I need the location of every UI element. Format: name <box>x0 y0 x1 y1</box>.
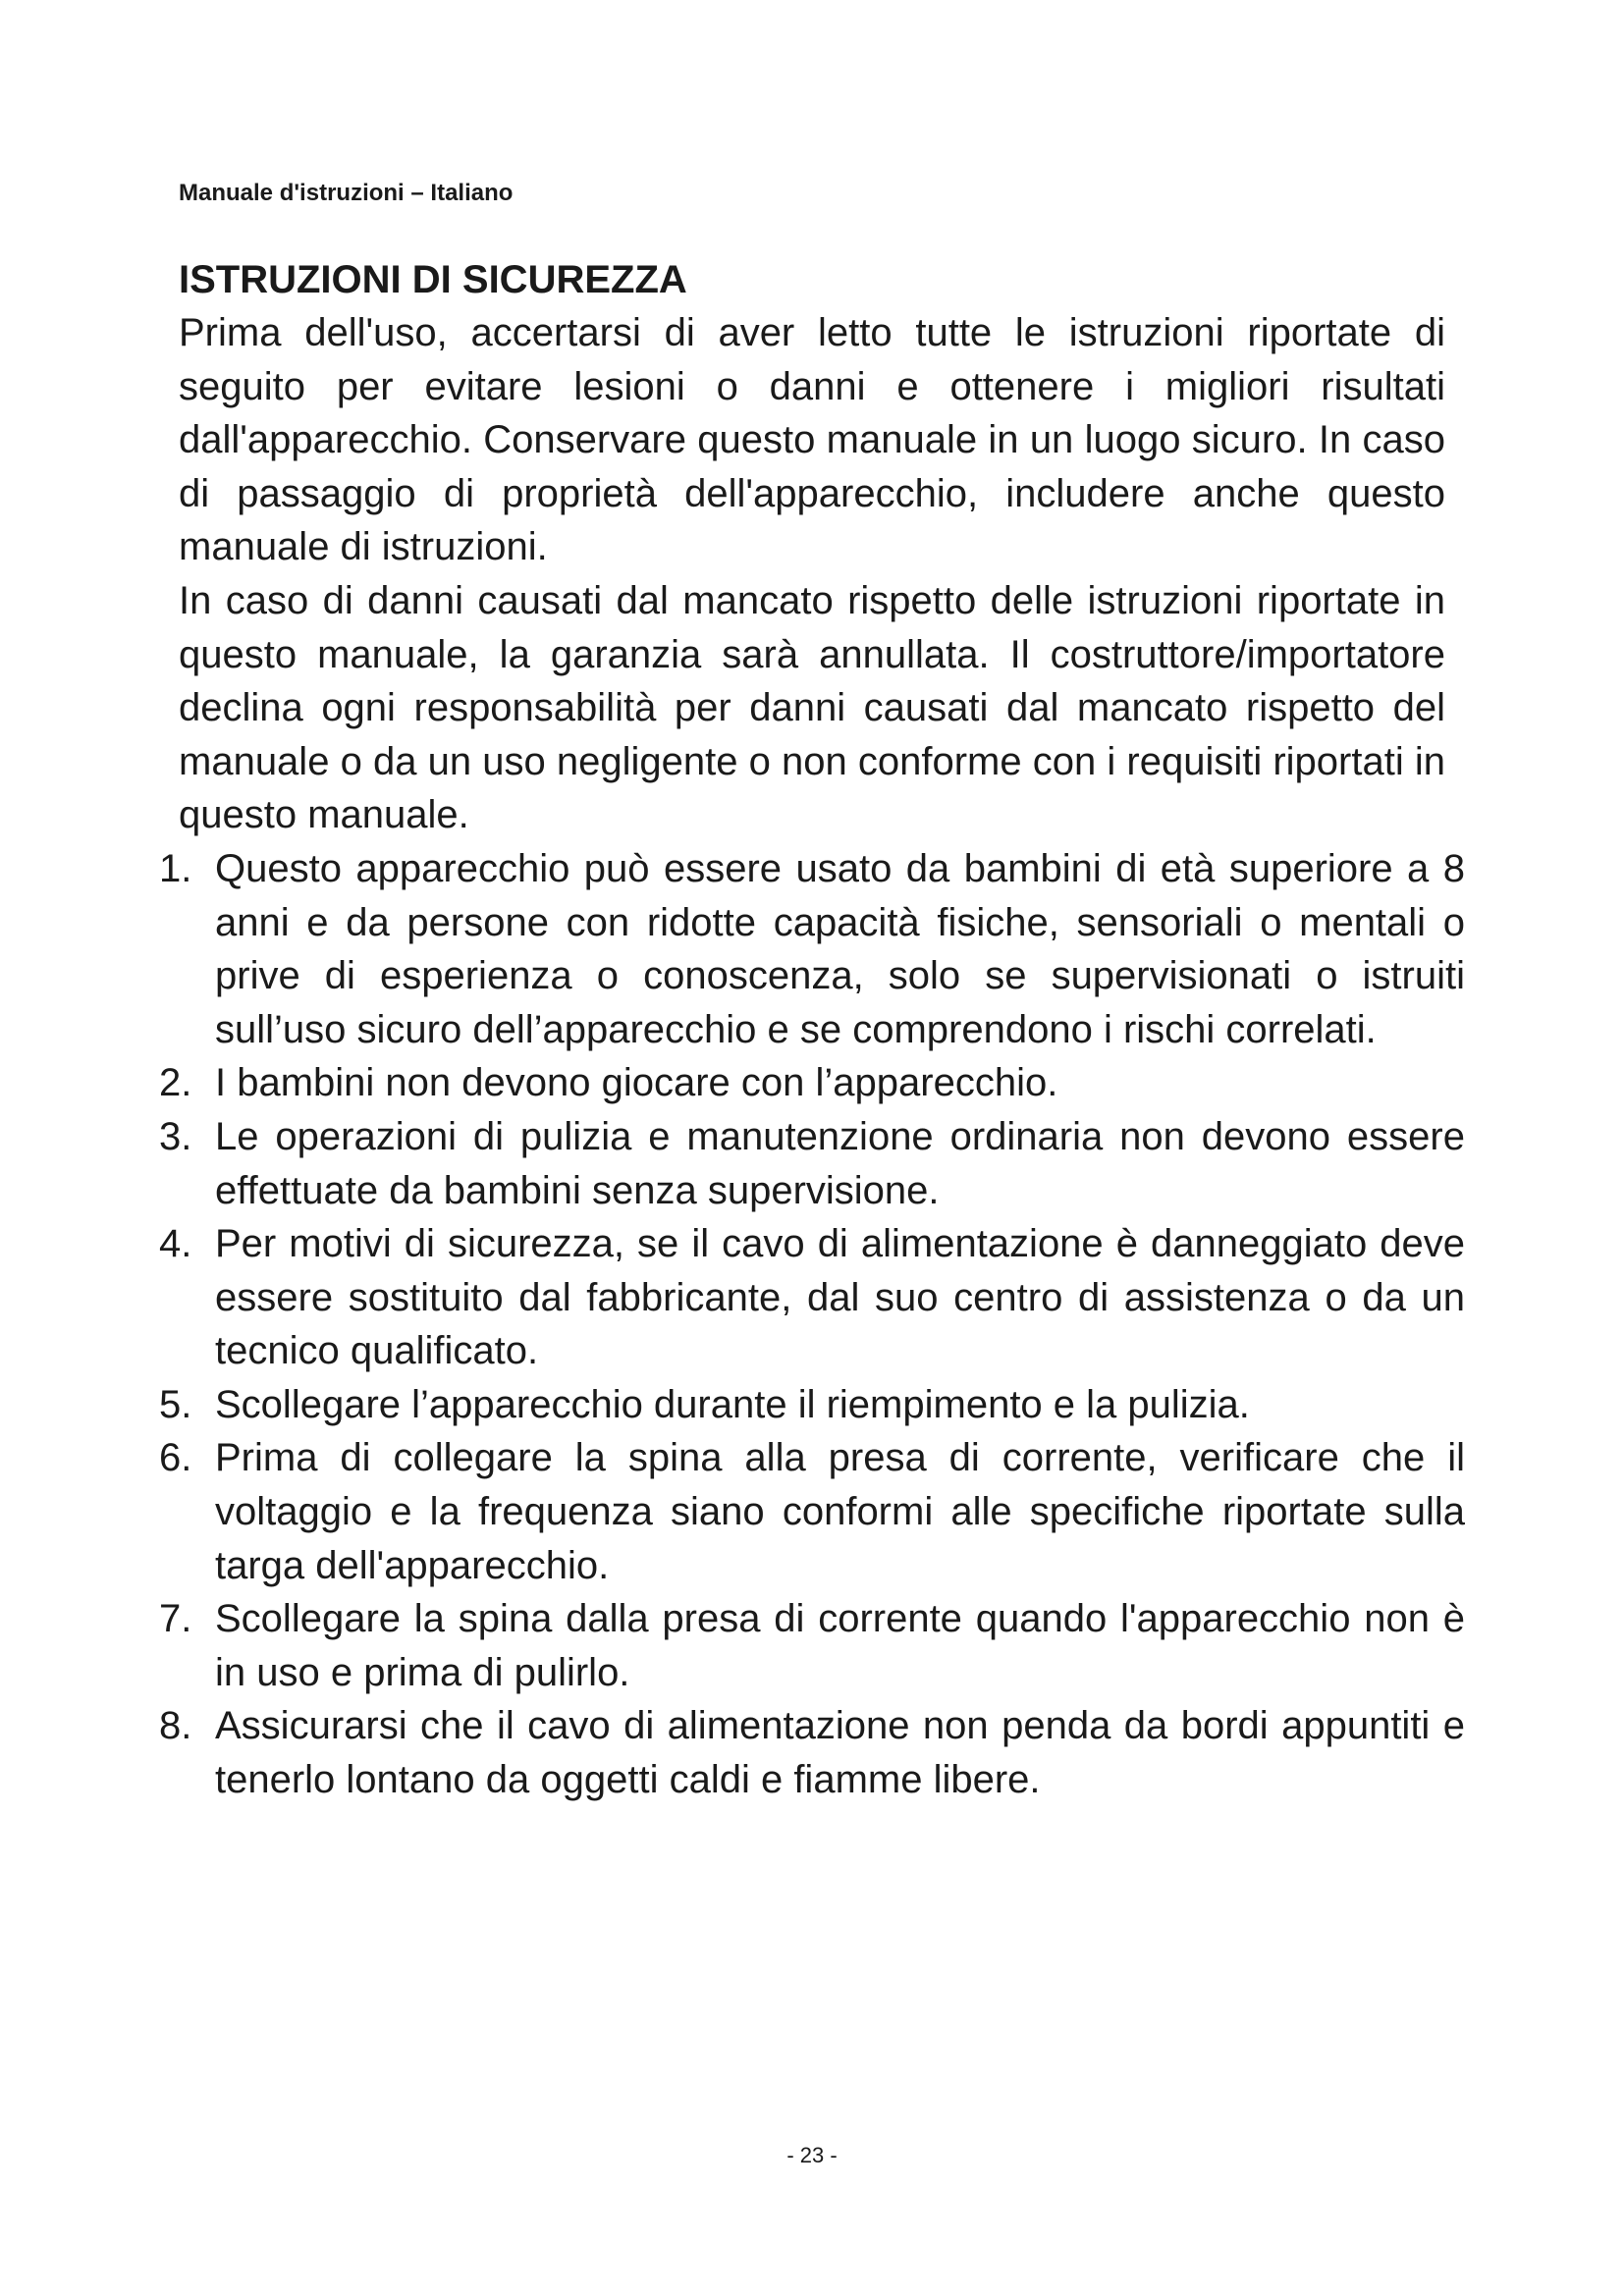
item-number: 7. <box>159 1597 192 1641</box>
running-header: Manuale d'istruzioni – Italiano <box>179 180 514 206</box>
item-number: 3. <box>159 1114 192 1158</box>
item-text: Le operazioni di pulizia e manutenzione ordinaria non devono essere effettuate da bambini senza supervisione. <box>215 1114 1465 1212</box>
item-text: Questo apparecchio può essere usato da bambini di età superiore a 8 anni e da persone con ridotte capacità fisiche, sensoriali o mentali o prive di esperienza o conoscenza, solo se supervisionati o istruiti sull’uso sicuro dell’apparecchio e se comprendono i rischi correlati. <box>215 846 1465 1051</box>
item-text: I bambini non devono giocare con l’apparecchio. <box>215 1061 1058 1105</box>
item-text: Scollegare la spina dalla presa di corrente quando l'apparecchio non è in uso e prima di pulirlo. <box>215 1597 1465 1694</box>
list-item <box>159 1378 1465 1432</box>
list-item <box>159 1699 1465 1806</box>
item-text: Scollegare l’apparecchio durante il riempimento e la pulizia. <box>215 1382 1250 1426</box>
page-body <box>159 253 1465 1807</box>
item-number: 2. <box>159 1061 192 1105</box>
item-text: Assicurarsi che il cavo di alimentazione non penda da bordi appuntiti e tenerlo lontano da oggetti caldi e fiamme libere. <box>215 1704 1465 1802</box>
list-item <box>159 1592 1465 1699</box>
list-item <box>159 1056 1465 1110</box>
item-number: 5. <box>159 1382 192 1426</box>
list-item <box>159 1217 1465 1378</box>
intro-paragraph: In caso di danni causati dal mancato rispetto delle istruzioni riportate in questo manuale, la garanzia sarà annullata. Il costruttore/importatore declina ogni responsabilità per danni causati dal mancato rispetto del manuale o da un uso negligente o non conforme con i requisiti riportati in questo manuale. <box>179 578 1445 837</box>
intro-paragraph: Prima dell'uso, accertarsi di aver letto tutte le istruzioni riportate di seguito per evitare lesioni o danni e ottenere i migliori risultati dall'apparecchio. Conservare questo manuale in un luogo sicuro. In caso di passaggio di proprietà dell'apparecchio, includere anche questo manuale di istruzioni. <box>179 311 1445 569</box>
list-item <box>159 1110 1465 1217</box>
item-text: Prima di collegare la spina alla presa di corrente, verificare che il voltaggio e la frequenza siano conformi alle specifiche riportate sulla targa dell'apparecchio. <box>215 1436 1465 1587</box>
item-number: 6. <box>159 1436 192 1480</box>
item-number: 8. <box>159 1704 192 1748</box>
item-number: 1. <box>159 846 192 890</box>
item-text: Per motivi di sicurezza, se il cavo di alimentazione è danneggiato deve essere sostituito dal fabbricante, dal suo centro di assistenza o da un tecnico qualificato. <box>215 1222 1465 1373</box>
safety-instructions-list <box>159 842 1465 1807</box>
item-number: 4. <box>159 1222 192 1266</box>
list-item <box>159 1431 1465 1592</box>
page-number: - 23 - <box>786 2143 838 2167</box>
list-item <box>159 842 1465 1056</box>
section-title: ISTRUZIONI DI SICUREZZA <box>179 258 687 301</box>
